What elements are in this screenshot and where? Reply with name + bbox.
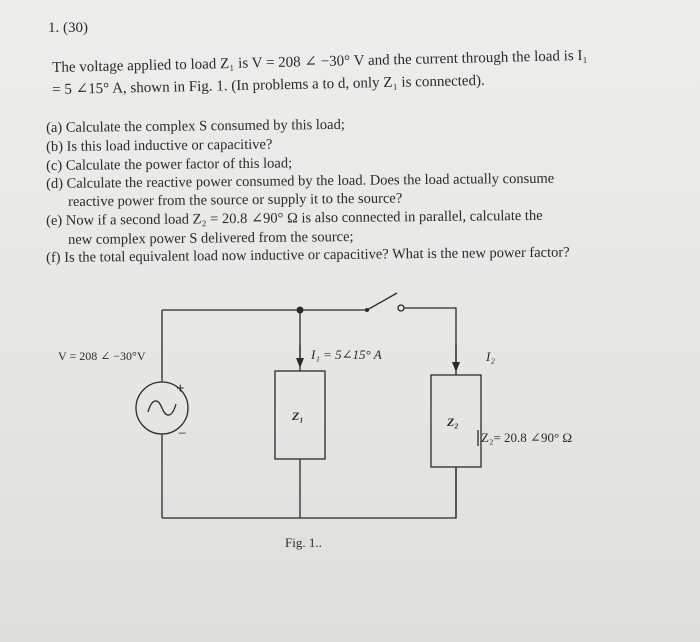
- i1-arrowhead-icon: [296, 358, 304, 368]
- problem-intro-line-2: = 5 ∠15° A, shown in Fig. 1. (In problems a to d, only Z₁ is connected).: [52, 72, 485, 98]
- question-d-line-1: (d) Calculate the reactive power consumed by the load. Does the load actually consume: [46, 170, 555, 192]
- wire-top-right: [404, 308, 456, 375]
- node-switch-left: [365, 308, 369, 312]
- source-label: V = 208 ∠ −30°V: [58, 349, 146, 363]
- source-minus-sign: −: [178, 426, 187, 442]
- current-i1-label: I₁ = 5∠15° A: [311, 347, 382, 362]
- switch-blade: [367, 293, 397, 310]
- question-f: (f) Is the total equivalent load now inductive or capacitive? What is the new power factor?: [46, 244, 570, 266]
- question-e-line-1: (e) Now if a second load Z₂ = 20.8 ∠90° Ω is also connected in parallel, calculate the: [46, 207, 543, 229]
- z2-label: Z₂: [447, 415, 459, 429]
- i2-arrowhead-icon: [452, 362, 460, 372]
- problem-intro-line-1: The voltage applied to load Z₁ is V = 208 ∠ −30° V and the current through the load is I₁: [52, 47, 588, 76]
- figure-caption: Fig. 1..: [285, 535, 322, 550]
- switch-contact-right: [398, 305, 404, 311]
- z2-value-label: Z₂= 20.8 ∠90° Ω: [481, 430, 573, 445]
- question-c: (c) Calculate the power factor of this load;: [46, 155, 293, 174]
- current-i2-label: I₂: [486, 349, 495, 364]
- wire-bottom: [162, 467, 456, 518]
- source-plus-sign: +: [176, 381, 185, 397]
- node-top-left: [297, 307, 304, 314]
- question-d-line-2: reactive power from the source or supply it to the source?: [68, 190, 403, 210]
- z1-label: Z₁: [292, 409, 304, 423]
- question-e-line-2: new complex power S delivered from the source;: [68, 229, 354, 248]
- sine-wave-icon: [148, 401, 176, 415]
- problem-number: 1. (30): [48, 20, 88, 36]
- question-b: (b) Is this load inductive or capacitive?: [46, 136, 273, 155]
- question-a: (a) Calculate the complex S consumed by this load;: [46, 116, 345, 136]
